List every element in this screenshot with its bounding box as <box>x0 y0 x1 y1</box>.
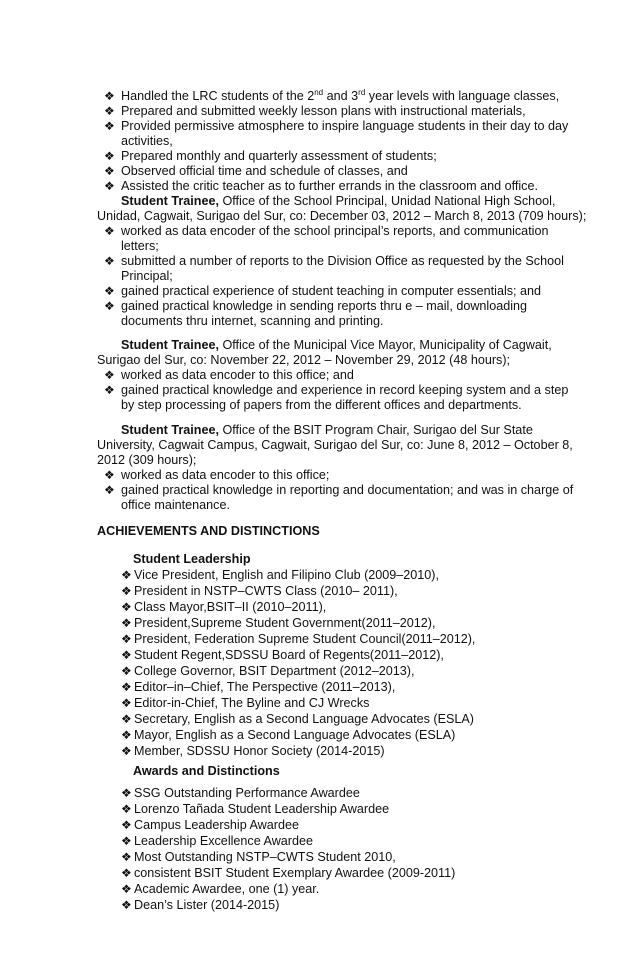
bullet-icon: ❖ <box>104 483 115 497</box>
bullet-icon: ❖ <box>104 119 115 133</box>
bullet-icon: ❖ <box>121 802 132 816</box>
bullet-icon: ❖ <box>121 680 132 694</box>
list-item: Member, SDSSU Honor Society (2014-2015) <box>134 744 385 758</box>
bullet-icon: ❖ <box>104 383 115 397</box>
list-item: President in NSTP–CWTS Class (2010– 2011), <box>134 584 398 598</box>
bullet-icon: ❖ <box>121 600 132 614</box>
ordinal-suffix: rd <box>358 87 366 97</box>
duty-item: Provided permissive atmosphere to inspire language students in their day to day <box>121 119 569 133</box>
list-item: Editor–in–Chief, The Perspective (2011–2013), <box>134 680 396 694</box>
duty-item-continued: documents thru internet, scanning and printing. <box>121 314 384 328</box>
duty-item: Prepared monthly and quarterly assessment of students; <box>121 149 437 163</box>
bullet-icon: ❖ <box>104 89 115 103</box>
bullet-icon: ❖ <box>104 104 115 118</box>
bullet-icon: ❖ <box>104 149 115 163</box>
bullet-icon: ❖ <box>104 299 115 313</box>
bullet-icon: ❖ <box>121 850 132 864</box>
bullet-icon: ❖ <box>104 468 115 482</box>
trainee-entry-heading <box>121 194 555 209</box>
list-item: Editor-in-Chief, The Byline and CJ Wrecks <box>134 696 370 710</box>
bullet-icon: ❖ <box>121 664 132 678</box>
trainee-details: University, Cagwait Campus, Cagwait, Surigao del Sur, co: June 8, 2012 – October 8, <box>97 438 573 452</box>
trainee-title: Student Trainee, <box>121 423 219 437</box>
bullet-icon: ❖ <box>121 584 132 598</box>
duty-item <box>121 89 559 104</box>
bullet-icon: ❖ <box>104 368 115 382</box>
bullet-icon: ❖ <box>121 648 132 662</box>
list-item: President, Federation Supreme Student Council(2011–2012), <box>134 632 476 646</box>
list-item: SSG Outstanding Performance Awardee <box>134 786 360 800</box>
list-item: President,Supreme Student Government(2011–2012), <box>134 616 436 630</box>
list-item: Most Outstanding NSTP–CWTS Student 2010, <box>134 850 396 864</box>
duty-item: gained practical knowledge in sending reports thru e – mail, downloading <box>121 299 528 313</box>
list-item: College Governor, BSIT Department (2012–2013), <box>134 664 415 678</box>
duty-item-continued: Principal; <box>121 269 173 283</box>
bullet-icon: ❖ <box>121 818 132 832</box>
bullet-icon: ❖ <box>121 898 132 912</box>
trainee-entry-heading <box>121 338 552 353</box>
list-item: Lorenzo Tañada Student Leadership Awardee <box>134 802 390 816</box>
trainee-entry-heading <box>121 423 533 438</box>
ordinal-suffix: nd <box>314 87 324 97</box>
list-item: Secretary, English as a Second Language Advocates (ESLA) <box>134 712 475 726</box>
bullet-icon: ❖ <box>121 712 132 726</box>
trainee-details: 2012 (309 hours); <box>97 453 197 467</box>
bullet-icon: ❖ <box>104 284 115 298</box>
bullet-icon: ❖ <box>121 568 132 582</box>
bullet-icon: ❖ <box>121 696 132 710</box>
duty-item: Assisted the critic teacher as to further errands in the classroom and office. <box>121 179 538 193</box>
duty-text-b: and 3 <box>323 89 359 103</box>
list-item: Academic Awardee, one (1) year. <box>134 882 320 896</box>
trainee-details: Surigao del Sur, co: November 22, 2012 – November 29, 2012 (48 hours); <box>97 353 511 367</box>
bullet-icon: ❖ <box>121 882 132 896</box>
subsection-heading: Awards and Distinctions <box>133 764 280 778</box>
trainee-office: Office of the School Principal, Unidad National High School, <box>218 194 556 208</box>
trainee-title: Student Trainee, <box>121 338 219 352</box>
trainee-details: Unidad, Cagwait, Surigao del Sur, co: December 03, 2012 – March 8, 2013 (709 hours); <box>97 209 587 223</box>
duty-item: submitted a number of reports to the Division Office as requested by the School <box>121 254 564 268</box>
trainee-office: Office of the BSIT Program Chair, Surigao del Sur State <box>218 423 533 437</box>
bullet-icon: ❖ <box>121 786 132 800</box>
duty-item: gained practical experience of student teaching in computer essentials; and <box>121 284 542 298</box>
bullet-icon: ❖ <box>121 744 132 758</box>
list-item: Dean’s Lister (2014-2015) <box>134 898 280 912</box>
list-item: Campus Leadership Awardee <box>134 818 299 832</box>
duty-item: gained practical knowledge in reporting and documentation; and was in charge of <box>121 483 574 497</box>
duty-item-continued: office maintenance. <box>121 498 230 512</box>
bullet-icon: ❖ <box>104 224 115 238</box>
duty-item: worked as data encoder to this office; and <box>121 368 354 382</box>
bullet-icon: ❖ <box>121 632 132 646</box>
duty-item: worked as data encoder to this office; <box>121 468 330 482</box>
duty-item: worked as data encoder of the school principal’s reports, and communication <box>121 224 549 238</box>
subsection-heading: Student Leadership <box>133 552 251 566</box>
list-item: Mayor, English as a Second Language Advocates (ESLA) <box>134 728 456 742</box>
list-item: Class Mayor,BSIT–II (2010–2011), <box>134 600 327 614</box>
duty-item: Prepared and submitted weekly lesson plans with instructional materials, <box>121 104 526 118</box>
list-item: Leadership Excellence Awardee <box>134 834 313 848</box>
trainee-title: Student Trainee, <box>121 194 219 208</box>
duty-item: Observed official time and schedule of classes, and <box>121 164 408 178</box>
bullet-icon: ❖ <box>121 834 132 848</box>
duty-item: gained practical knowledge and experience in record keeping system and a step <box>121 383 569 397</box>
bullet-icon: ❖ <box>121 616 132 630</box>
list-item: consistent BSIT Student Exemplary Awardee (2009-2011) <box>134 866 456 880</box>
duty-text-a: Handled the LRC students of the 2 <box>121 89 315 103</box>
duty-item-continued: letters; <box>121 239 159 253</box>
bullet-icon: ❖ <box>104 254 115 268</box>
list-item: Student Regent,SDSSU Board of Regents(2011–2012), <box>134 648 444 662</box>
bullet-icon: ❖ <box>121 728 132 742</box>
bullet-icon: ❖ <box>121 866 132 880</box>
duty-item-continued: activities, <box>121 134 173 148</box>
trainee-office: Office of the Municipal Vice Mayor, Municipality of Cagwait, <box>218 338 552 352</box>
duty-text-c: year levels with language classes, <box>365 89 560 103</box>
section-heading: ACHIEVEMENTS AND DISTINCTIONS <box>97 524 320 538</box>
bullet-icon: ❖ <box>104 179 115 193</box>
duty-item-continued: by step processing of papers from the different offices and departments. <box>121 398 522 412</box>
list-item: Vice President, English and Filipino Club (2009–2010), <box>134 568 440 582</box>
bullet-icon: ❖ <box>104 164 115 178</box>
